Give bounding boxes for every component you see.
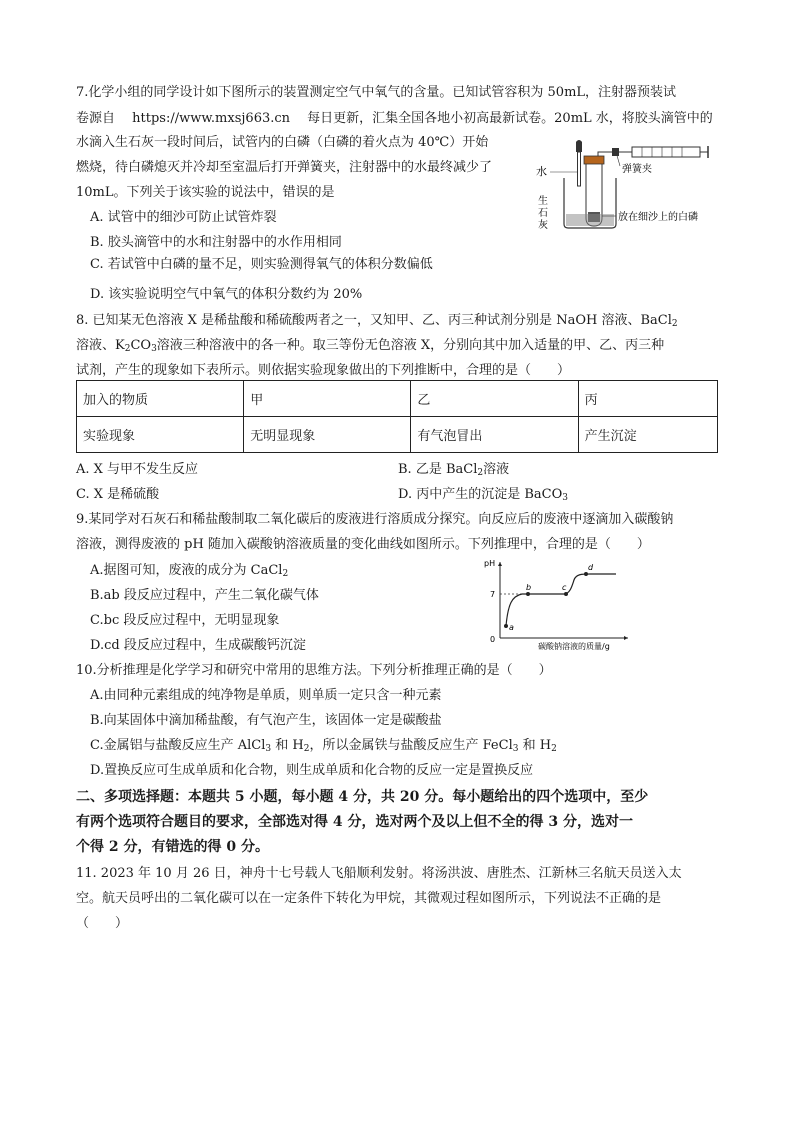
q7-line-2: 卷源自 https://www.mxsj663.cn 每日更新，汇集全国各地小初高最新试卷。20mL 水，将胶头滴管中的 bbox=[76, 111, 713, 126]
table-cell: 产生沉淀 bbox=[578, 417, 717, 453]
label-spring-clamp: 弹簧夹 bbox=[622, 164, 652, 175]
q8-option-b-a: B. 乙是 BaCl bbox=[398, 462, 478, 477]
label-c: c bbox=[562, 583, 567, 592]
section-2-header-line-3: 个得 2 分，有错选的得 0 分。 bbox=[76, 839, 269, 855]
q8-option-d-a: D. 丙中产生的沉淀是 BaCO bbox=[398, 487, 563, 502]
point-d bbox=[584, 572, 588, 576]
q7-option-c: C. 若试管中白磷的量不足，则实验测得氧气的体积分数偏低 bbox=[90, 257, 433, 272]
dropper-bulb bbox=[576, 140, 582, 152]
ph-curve bbox=[506, 574, 616, 626]
q9-option-a bbox=[90, 562, 288, 583]
section-2-header-line-2: 有两个选项符合题目的要求，全部选对得 4 分，选对两个及以上但不全的得 3 分，选对一 bbox=[76, 814, 633, 830]
q7-option-b: B. 胶头滴管中的水和注射器中的水作用相同 bbox=[90, 235, 342, 250]
q10-c-2: 3 bbox=[265, 744, 272, 754]
q9-option-d: D.cd 段反应过程中，生成碳酸钙沉淀 bbox=[90, 638, 306, 653]
q11-line-2: 空。航天员呼出的二氧化碳可以在一定条件下转化为甲烷，其微观过程如图所示，下列说法不正确的是 bbox=[76, 891, 662, 906]
q8-line-2-sub1: 2 bbox=[124, 344, 131, 354]
table-cell: 甲 bbox=[244, 381, 411, 417]
table-cell: 无明显现象 bbox=[244, 417, 411, 453]
q8-option-c: C. X 是稀硫酸 bbox=[76, 487, 160, 502]
table-cell: 加入的物质 bbox=[77, 381, 244, 417]
q10-c-4: 2 bbox=[303, 744, 310, 754]
q8-line-2-e: 溶液三种溶液中的各一种。取三等份无色溶液 X，分别向其中加入适量的甲、乙、丙三种 bbox=[156, 338, 665, 353]
label-d: d bbox=[588, 563, 594, 572]
table-cell: 丙 bbox=[578, 381, 717, 417]
q10-c-7: 和 H bbox=[518, 738, 552, 753]
label-lime-1: 生 bbox=[538, 196, 548, 207]
q8-line-1-text: 8. 已知某无色溶液 X 是稀盐酸和稀硫酸两者之一，又知甲、乙、丙三种试剂分别是 NaOH 溶液、BaCl bbox=[76, 313, 672, 328]
q10-option-b: B.向某固体中滴加稀盐酸，有气泡产生，该固体一定是碳酸盐 bbox=[90, 713, 442, 728]
q10-line-1: 10.分析推理是化学学习和研究中常用的思维方法。下列分析推理正确的是（ ） bbox=[76, 663, 552, 678]
point-a bbox=[504, 624, 508, 628]
q7-line-3: 水滴入生石灰一段时间后，试管内的白磷（白磷的着火点为 40℃）开始 bbox=[76, 135, 489, 150]
label-b: b bbox=[526, 583, 532, 592]
q10-c-8: 2 bbox=[551, 744, 557, 754]
q9-line-2: 溶液，测得废液的 pH 随加入碳酸钠溶液质量的变化曲线如图所示。下列推理中，合理的是（ ） bbox=[76, 537, 650, 552]
q10-c-3: 和 H bbox=[271, 738, 304, 753]
q7-apparatus-figure bbox=[532, 138, 732, 238]
q8-line-2-c: CO bbox=[130, 338, 152, 353]
q10-c-6: 3 bbox=[512, 744, 519, 754]
q8-option-b-c: 溶液 bbox=[483, 462, 510, 477]
label-water: 水 bbox=[536, 165, 547, 178]
rubber-stopper bbox=[584, 156, 604, 164]
q8-line-2-a: 溶液、K bbox=[76, 338, 125, 353]
q8-option-d bbox=[398, 486, 568, 507]
q7-option-a: A. 试管中的细沙可防止试管炸裂 bbox=[90, 210, 277, 225]
q11-line-3: （ ） bbox=[76, 916, 129, 931]
spring-clamp bbox=[612, 148, 619, 156]
tick-label-7: 7 bbox=[490, 590, 496, 599]
q7-line-4: 燃烧，待白磷熄灭并冷却至室温后打开弹簧夹，注射器中的水最终减少了 bbox=[76, 160, 493, 175]
label-lime-2: 石 bbox=[538, 208, 548, 219]
q7-line-1: 7.化学小组的同学设计如下图所示的装置测定空气中氧气的含量。已知试管容积为 50mL，注射器预装试 bbox=[76, 85, 677, 100]
q7-option-d: D. 该实验说明空气中氧气的体积分数约为 20% bbox=[90, 287, 363, 302]
q8-line-3: 试剂，产生的现象如下表所示。则依据实验现象做出的下列推断中，合理的是（ ） bbox=[76, 363, 571, 378]
q8-line-1-sub: 2 bbox=[671, 319, 678, 329]
label-a: a bbox=[509, 623, 514, 632]
table-row bbox=[77, 417, 718, 453]
q9-option-a-sub: 2 bbox=[282, 569, 289, 579]
table-cell: 乙 bbox=[411, 381, 578, 417]
x-axis-label: 碳酸钠溶液的质量/g bbox=[538, 642, 610, 651]
y-axis-label: pH bbox=[484, 559, 496, 568]
q10-option-d: D.置换反应可生成单质和化合物，则生成单质和化合物的反应一定是置换反应 bbox=[90, 763, 534, 778]
q9-option-c: C.bc 段反应过程中，无明显现象 bbox=[90, 613, 280, 628]
q8-option-d-sub: 3 bbox=[562, 493, 568, 503]
q8-line-1 bbox=[76, 312, 678, 333]
table-cell: 实验现象 bbox=[77, 417, 244, 453]
q8-line-2-sub2: 3 bbox=[151, 344, 157, 354]
q8-table bbox=[76, 380, 718, 453]
q9-ph-chart bbox=[478, 556, 636, 652]
q10-option-c bbox=[90, 737, 557, 758]
label-sand-phosphorus: 放在细沙上的白磷 bbox=[618, 212, 698, 223]
dropper-tube bbox=[578, 152, 581, 186]
q8-option-b bbox=[398, 461, 509, 482]
q9-option-a-a: A.据图可知，废液的成分为 CaCl bbox=[90, 563, 283, 578]
q8-option-a: A. X 与甲不发生反应 bbox=[76, 462, 199, 477]
q9-line-1: 9.某同学对石灰石和稀盐酸制取二氧化碳后的废液进行溶质成分探究。向反应后的废液中逐滴加入碳酸钠 bbox=[76, 512, 674, 527]
q9-option-b: B.ab 段反应过程中，产生二氧化碳气体 bbox=[90, 588, 319, 603]
q8-line-2 bbox=[76, 337, 664, 358]
origin-label: 0 bbox=[490, 635, 496, 644]
q10-c-1: C.金属铝与盐酸反应生产 AlCl bbox=[90, 738, 266, 753]
point-c bbox=[564, 592, 568, 596]
table-cell: 有气泡冒出 bbox=[411, 417, 578, 453]
point-b bbox=[526, 592, 530, 596]
q10-option-a: A.由同种元素组成的纯净物是单质，则单质一定只含一种元素 bbox=[90, 688, 442, 703]
label-lime-3: 灰 bbox=[538, 220, 548, 231]
q11-line-1: 11. 2023 年 10 月 26 日，神舟十七号载人飞船顺利发射。将汤洪波、唐胜杰、江新林三名航天员送入太 bbox=[76, 866, 682, 881]
q7-line-5: 10mL。下列关于该实验的说法中，错误的是 bbox=[76, 185, 335, 200]
table-row bbox=[77, 381, 718, 417]
q10-c-5: ，所以金属铁与盐酸反应生产 FeCl bbox=[309, 738, 513, 753]
q8-option-b-sub: 2 bbox=[477, 468, 484, 478]
section-2-header-line-1: 二、多项选择题：本题共 5 小题，每小题 4 分，共 20 分。每小题给出的四个选项中，至少 bbox=[76, 789, 649, 805]
